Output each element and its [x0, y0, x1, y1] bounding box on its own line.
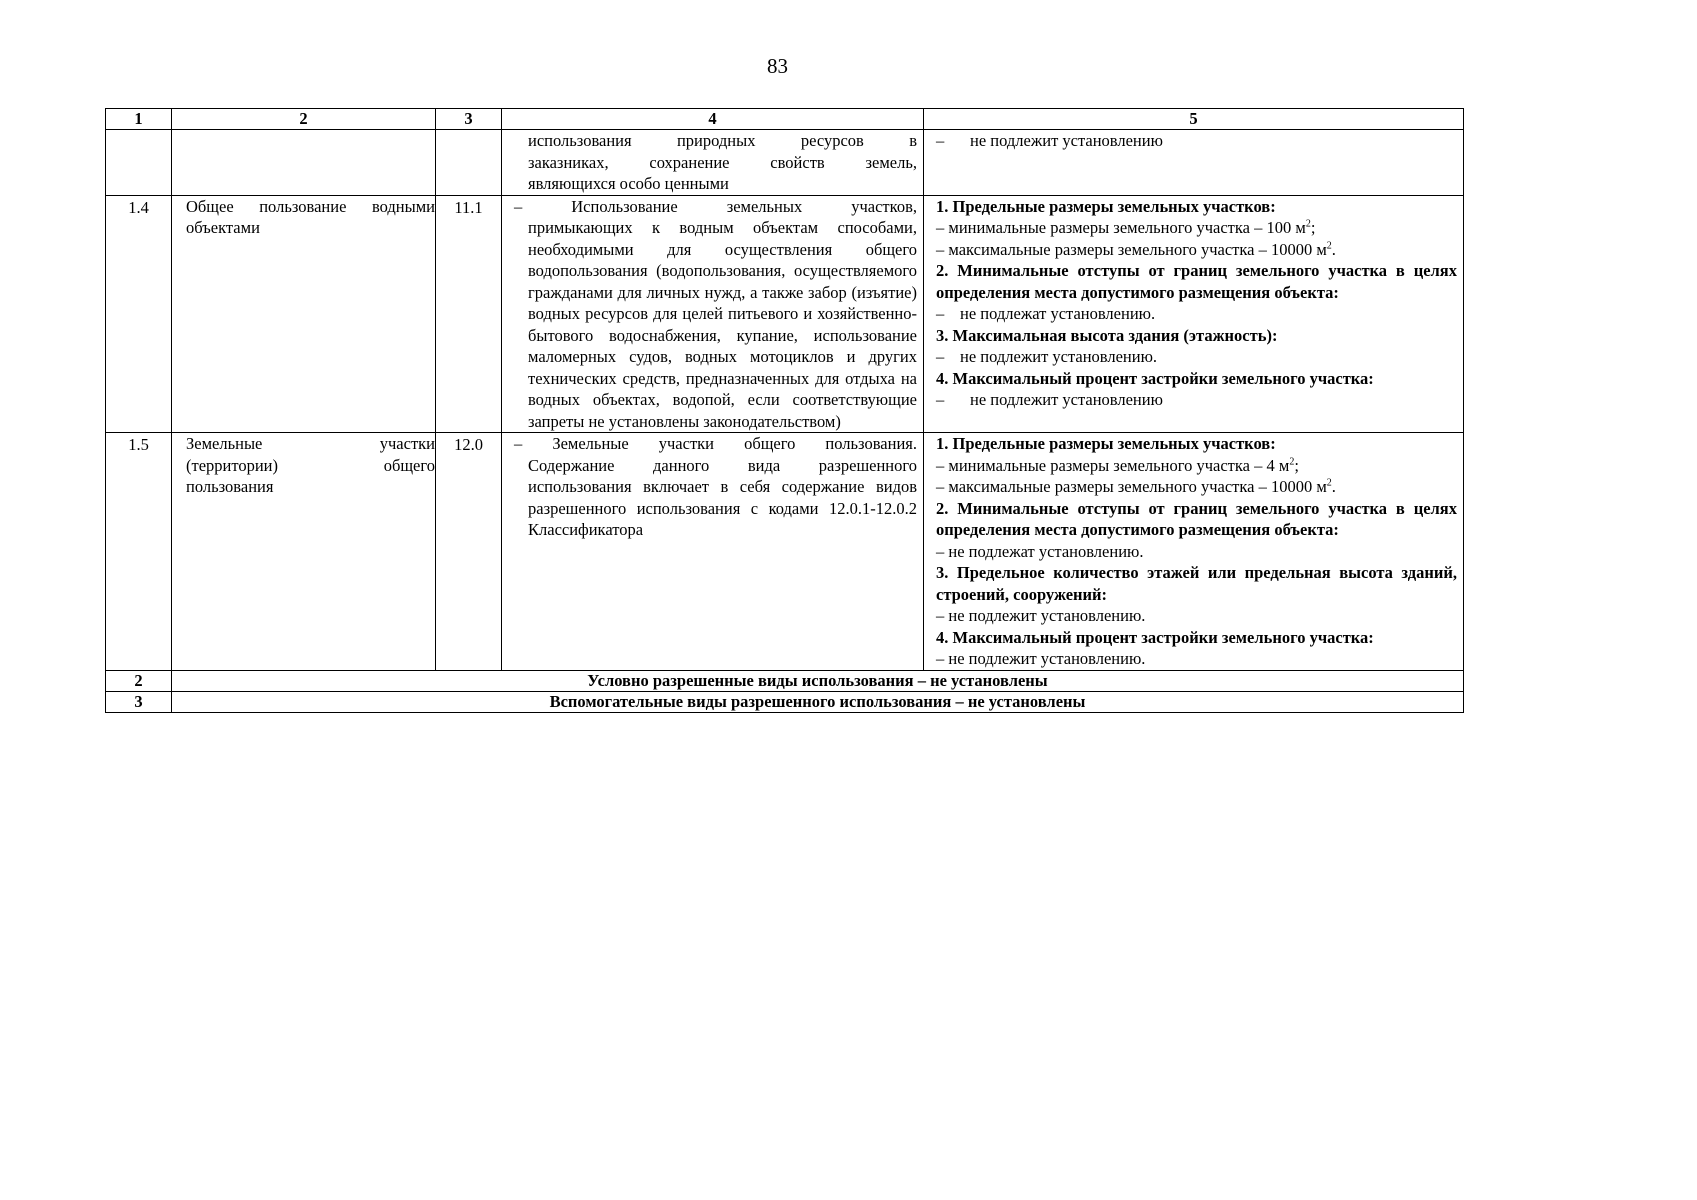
punctuation: ;	[1294, 455, 1299, 475]
parameters-cell	[924, 195, 1464, 433]
use-type-name-line: объектами	[186, 218, 260, 237]
header-cell-3: 3	[436, 109, 502, 130]
dash-mark: –	[936, 347, 945, 366]
header-cell-5: 5	[924, 109, 1464, 130]
param-title: 2. Минимальные отступы от границ земельного участка в целях определения места допустимого размещения объекта:	[936, 498, 1457, 539]
description-cell	[502, 130, 924, 196]
param-value: не подлежит установлению	[970, 390, 1163, 409]
param-line	[936, 455, 1457, 477]
param-max-size: – максимальные размеры земельного участка – 10000 м	[936, 239, 1327, 259]
description-cell	[502, 195, 924, 433]
superscript: 2	[1305, 218, 1311, 230]
param-title: 4. Максимальный процент застройки земельного участка:	[936, 368, 1374, 388]
section-number: 2	[106, 670, 172, 691]
section-title: Условно разрешенные виды использования – не установлены	[172, 670, 1464, 691]
param-value: – не подлежат установлению.	[936, 541, 1144, 561]
cell-empty	[436, 130, 502, 196]
description-first-text: Использование земельных участков,	[571, 196, 917, 216]
superscript: 2	[1289, 456, 1295, 467]
table-header-row	[106, 109, 1464, 130]
cell-empty	[172, 130, 436, 196]
param-value: не подлежит установлению.	[960, 347, 1158, 366]
description-cell	[502, 433, 924, 671]
description-first-text: Земельные участки общего пользования.	[552, 434, 918, 453]
superscript: 2	[1326, 240, 1332, 251]
punctuation: ;	[1310, 218, 1316, 237]
dash-mark: –	[936, 131, 945, 150]
param-value: – не подлежит установлению.	[936, 606, 1146, 625]
description-line: являющихся особо ценными	[528, 174, 729, 193]
description-first-line	[514, 433, 917, 455]
dash-mark: –	[936, 304, 945, 323]
param-value: не подлежит установлению	[970, 131, 1163, 150]
cell-empty	[106, 130, 172, 196]
param-value: не подлежат установлению.	[960, 304, 1156, 323]
table-row-1-4	[106, 195, 1464, 433]
header-cell-2: 2	[172, 109, 436, 130]
page-number: 83	[767, 54, 788, 78]
punctuation: .	[1331, 477, 1336, 496]
param-title: 4. Максимальный процент застройки земельного участка:	[936, 627, 1374, 647]
param-line	[936, 239, 1457, 261]
superscript: 2	[1326, 477, 1332, 489]
table-row-1-5	[106, 433, 1464, 671]
parameters-cell	[924, 433, 1464, 671]
parameters-cell	[924, 130, 1464, 196]
param-min-size: – минимальные размеры земельного участка – 100 м	[936, 218, 1306, 237]
param-title: 1. Предельные размеры земельных участков:	[936, 434, 1276, 453]
section-title: Вспомогательные виды разрешенного использования – не установлены	[172, 691, 1464, 712]
use-type-name-line: (территории) общего	[186, 455, 435, 475]
section-number: 3	[106, 691, 172, 712]
param-title: 3. Максимальная высота здания (этажность):	[936, 325, 1278, 345]
use-type-name-line: Общее пользование водными	[186, 196, 435, 216]
classifier-code: 12.0	[436, 433, 502, 671]
header-cell-1: 1	[106, 109, 172, 130]
classifier-code: 11.1	[436, 195, 502, 433]
dash-mark: –	[936, 390, 945, 409]
description-text: Содержание данного вида разрешенного использования включает в себя содержание видов разрешенного использования с кодами 12.0.1-12.0.2 Классификатора	[528, 455, 917, 539]
description-text: примыкающих к водным объектам способами, необходимыми для осуществления общего водопользования (водопользования, осуществляемого гражданами для личных нужд, а также забор (изъятие) водных ресурсов для целей питьевого и хозяйственно-бытового водоснабжения, купание, использование маломерных судов, водных мотоциклов и других технических средств, предназначенных для отдыха на водных объектах, водопой, если соответствующие запреты не установлены законодательством)	[528, 218, 917, 431]
param-line	[936, 303, 1457, 325]
description-line: заказниках, сохранение свойств земель,	[528, 152, 917, 172]
param-max-size: – максимальные размеры земельного участка – 10000 м	[936, 477, 1327, 496]
description-line: использования природных ресурсов в	[528, 131, 917, 150]
use-type-name-line: пользования	[186, 477, 274, 496]
param-min-size: – минимальные размеры земельного участка – 4 м	[936, 455, 1290, 475]
param-line	[936, 217, 1457, 239]
header-cell-4: 4	[502, 109, 924, 130]
regulation-table	[105, 108, 1464, 713]
use-type-name-cell	[172, 195, 436, 433]
punctuation: .	[1331, 239, 1336, 259]
param-title: 1. Предельные размеры земельных участков:	[936, 196, 1276, 216]
param-line	[936, 346, 1457, 368]
row-number: 1.5	[106, 433, 172, 671]
description-first-line	[514, 196, 917, 218]
section-row-auxiliary	[106, 691, 1464, 712]
param-title: 2. Минимальные отступы от границ земельного участка в целях определения места допустимого размещения объекта:	[936, 261, 1457, 302]
param-line	[936, 389, 1457, 411]
section-row-conditional	[106, 670, 1464, 691]
use-type-name-line: Земельные участки	[186, 434, 435, 453]
param-line	[936, 476, 1457, 498]
param-title: 3. Предельное количество этажей или предельная высота зданий, строений, сооружений:	[936, 563, 1457, 604]
dash-mark: –	[514, 434, 523, 453]
use-type-name-cell	[172, 433, 436, 671]
table-row-continuation	[106, 130, 1464, 196]
param-value: – не подлежит установлению.	[936, 649, 1146, 668]
dash-mark: –	[514, 196, 523, 216]
row-number: 1.4	[106, 195, 172, 433]
